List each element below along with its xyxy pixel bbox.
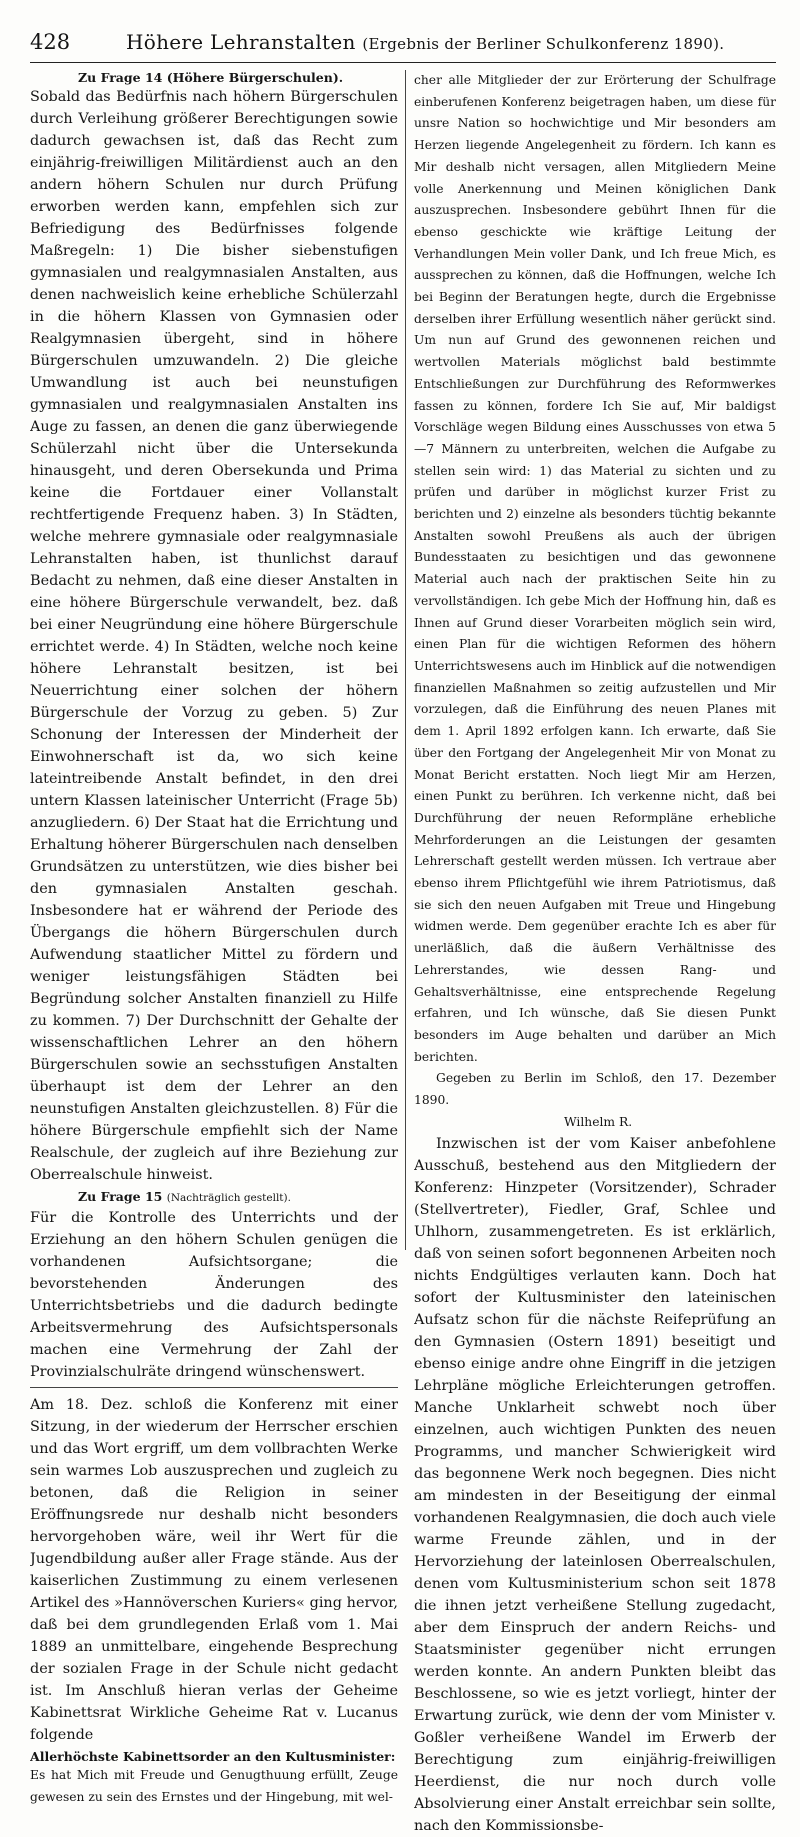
question-14-text: Sobald das Bedürfnis nach höhern Bürgerschulen durch Verleihung größerer Berechtigungen sowie dadurch gewachsen ist, daß das Recht zum einjährig-freiwilligen Militärdienst auch an den andern höhern Schulen nur durch Prüfung erworben werden kann, empfehlen sich zur Befriedigung des Bedürfnisses folgende Maßregeln: 1) Die bisher siebenstufigen gymnasialen und realgymnasialen Anstalten, aus denen nachweislich keine erhebliche Schülerzahl in die höhern Klassen von Gymnasien oder Realgymnasien übergeht, sind in höhere Bürgerschulen umzuwandeln. 2) Die gleiche Umwandlung ist auch bei neunstufigen gymnasialen und realgymnasialen Anstalten ins Auge zu fassen, an denen die ganz überwiegende Schülerzahl nicht über die Untersekunda hinausgeht, und deren Obersekunda und Prima keine die Fortdauer einer Vollanstalt rechtfertigende Frequenz haben. 3) In Städten, welche mehrere gymnasiale oder realgymnasiale Lehranstalten haben, ist thunlichst darauf Bedacht zu nehmen, daß eine dieser Anstalten in eine höhere Bürgerschule verwandelt, bez. daß bei einer Neugründung eine höhere Bürgerschule errichtet werde. 4) In Städten, welche noch keine höhere Lehranstalt besitzen, ist bei Neuerrichtung einer solchen der höhern Bürgerschule der Vorzug zu geben. 5) Zur Schonung der Interessen der Minderheit der Einwohnerschaft ist da, wo sich keine lateintreibende Anstalt befindet, in den drei untern Klassen lateinischer Unterricht (Frage 5b) anzugliedern. 6) Der Staat hat die Errichtung und Erhaltung höherer Bürgerschulen nach denselben Grundsätzen zu unterstützen, wie dies bisher bei den gymnasialen Anstalten geschah. Insbesondere hat er während der Periode des Übergangs die höhern Bürgerschulen durch Aufwendung staatlicher Mittel zu fördern und weniger leistungsfähigen Städten bei Begründung solcher Anstalten finanziell zu Hilfe zu kommen. 7) Der Durchschnitt der Gehalte der wissenschaftlichen Lehrer an den höhern Bürgerschulen sowie an sechsstufigen Anstalten überhaupt ist dem der Lehrer an den neunstufigen Anstalten gleichzustellen. 8) Für die höhere Bürgerschule empfiehlt sich der Name Realschule, der zugleich auf ihre Beziehung zur Oberrealschule hinweist. (30, 89, 398, 1183)
question-15-label: Zu Frage 15 (78, 1189, 163, 1204)
section-divider (30, 1387, 398, 1388)
cabinet-order-heading: Allerhöchste Kabinettsorder an den Kultusminister: (30, 1749, 396, 1764)
page-number: 428 (30, 30, 71, 54)
order-signature: Wilhelm R. (564, 1114, 633, 1129)
page (30, 28, 776, 1834)
two-column-body (30, 70, 776, 1834)
closing-session-text: Am 18. Dez. schloß die Konferenz mit einer Sitzung, in der wiederum der Herrscher erschien und das Wort ergriff, um dem vollbrachten Werke sein warmes Lob auszusprechen und zugleich zu betonen, daß die Religion in seiner Eröffnungsrede nur deshalb nicht besonders hervorgehoben wäre, weil ihr Wert für die Jugendbildung außer aller Frage stände. Aus der kaiserlichen Zustimmung zu einem verlesenen Artikel des »Hannöverschen Kuriers« ging hervor, daß bei dem grundlegenden Erlaß vom 1. Mai 1889 an unmittelbare, eingehende Besprechung der sozialen Frage in der Schule nicht gedacht ist. Im Anschluß hieran verlas der Geheime Kabinettsrat Wirkliche Geheime Rat v. Lucanus folgende (30, 1397, 398, 1743)
cabinet-order-text-cont: cher alle Mitglieder der zur Erörterung der Schulfrage einberufenen Konferenz beigetragen haben, um diese für unsre Nation so hochwichtige und Mir besonders am Herzen liegende Angelegenheit zu fördern. Ich kann es Mir deshalb nicht versagen, allen Mitgliedern Meine volle Anerkennung und Meinen königlichen Dank auszusprechen. Insbesondere gebührt Ihnen für die ebenso geschickte wie kräftige Leitung der Verhandlungen Mein voller Dank, und Ich freue Mich, es aussprechen zu können, daß die Hoffnungen, welche Ich bei Beginn der Beratungen hegte, durch die Ergebnisse derselben ihrer Erfüllung wesentlich näher gerückt sind. Um nun auf Grund des gewonnenen reichen und wertvollen Materials möglichst bald bestimmte Entschließungen zur Durchführung des Reformwerkes fassen zu können, fordere Ich Sie auf, Mir baldigst Vorschläge wegen Bildung eines Ausschusses von etwa 5—7 Männern zu unterbreiten, welchen die Aufgabe zu stellen sein wird: 1) das Material zu sichten und zu prüfen und darüber in möglichst kurzer Frist zu berichten und 2) einzelne als besonders tüchtig bekannte Anstalten sowohl Preußens als auch der übrigen Bundesstaaten zu besichtigen und das gewonnene Material auch nach der praktischen Seite hin zu vervollständigen. Ich gebe Mich der Hoffnung hin, daß es Ihnen auf Grund dieser Vorarbeiten möglich sein wird, einen Plan für die wichtigen Reformen des höhern Unterrichtswesens auch im Hinblick auf die notwendigen finanziellen Maßnahmen so zeitig aufzustellen und Mir vorzulegen, daß die Einführung des neuen Planes mit dem 1. April 1892 erfolgen kann. Ich erwarte, daß Sie über den Fortgang der Angelegenheit Mir von Monat zu Monat Bericht erstatten. Noch liegt Mir am Herzen, einen Punkt zu berühren. Ich verkenne nicht, daß bei Durchführung der neuen Reformpläne erhebliche Mehrforderungen an die Leistungen der gesamten Lehrerschaft gestellt werden müssen. Ich vertraue aber ebenso ihrem Pflichtgefühl wie ihrem Patriotismus, daß sie sich den neuen Aufgaben mit Treue und Hingebung widmen werde. Dem gegenüber erachte Ich es aber für unerläßlich, daß die äußern Verhältnisse des Lehrerstandes, wie dessen Rang- und Gehaltsverhältnisse, eine entsprechende Regelung erfahren, und Ich wünsche, daß Sie diesen Punkt besonders im Auge behalten und darüber an Mich berichten. (414, 73, 776, 1064)
right-column (414, 70, 776, 1837)
running-title (126, 30, 724, 54)
question-15-text: Für die Kontrolle des Unterrichts und der Erziehung an den höhern Schulen genügen die vorhandenen Aufsichtsorgane; die bevorstehenden Änderungen des Unterrichtsbetriebs und die dadurch bedingte Arbeitsvermehrung des Aufsichtspersonals machen eine Vermehrung der Zahl der Provinzialschulräte dringend wünschenswert. (30, 1210, 398, 1380)
running-title-sub: (Ergebnis der Berliner Schulkonferenz 1890). (362, 35, 725, 53)
page-header (30, 28, 776, 63)
left-column (30, 70, 398, 1808)
running-title-main: Höhere Lehranstalten (126, 30, 356, 54)
question-15-note: (Nachträglich gestellt). (166, 1192, 291, 1204)
column-rule (405, 70, 406, 1250)
order-dateline: Gegeben zu Berlin im Schloß, den 17. Dezember 1890. (414, 1071, 776, 1108)
cabinet-order-text-start: Es hat Mich mit Freude und Genugthuung erfüllt, Zeuge gewesen zu sein des Ernstes und der Hingebung, mit wel- (30, 1768, 398, 1804)
committee-text: Inzwischen ist der vom Kaiser anbefohlene Ausschuß, bestehend aus den Mitgliedern der Konferenz: Hinzpeter (Vorsitzender), Schrader (Stellvertreter), Fiedler, Graf, Schlee und Uhlhorn, zusammengetreten. Es ist erklärlich, daß von seinen sofort begonnenen Arbeiten noch nichts Endgültiges verlauten kann. Doch hat sofort der Kultusminister den lateinischen Aufsatz schon für die nächste Reifeprüfung an den Gymnasien (Ostern 1891) beseitigt und ebenso einige andre ohne Eingriff in die jetzigen Lehrpläne mögliche Erleichterungen getroffen. Manche Unklarheit schwebt noch über einzelnen, auch wichtigen Punkten des neuen Programms, und mancher Schwierigkeit wird das begonnene Werk noch begegnen. Dies nicht am mindesten in der Beseitigung der einmal vorhandenen Realgymnasien, die doch auch viele warme Freunde zählen, und in der Hervorziehung der lateinlosen Oberrealschulen, denen vom Kultusministerium schon seit 1878 die ihnen jetzt verheißene Stellung zugedacht, aber dem Einspruch der andern Reichs- und Staatsminister gegenüber nicht errungen werden konnte. An andern Punkten bleibt das Beschlossene, so wie es jetzt vorliegt, hinter der Erwartung zurück, wie denn der vom Minister v. Goßler verheißene Wandel im Erwerb der Berechtigung zum einjährig-freiwilligen Heerdienst, die nur noch durch volle Absolvierung einer Anstalt erreichbar sein sollte, nach den Kommissionsbe- (414, 1135, 776, 1834)
question-15-heading (78, 1189, 398, 1206)
question-14-heading: Zu Frage 14 (Höhere Bürgerschulen). (78, 70, 344, 85)
